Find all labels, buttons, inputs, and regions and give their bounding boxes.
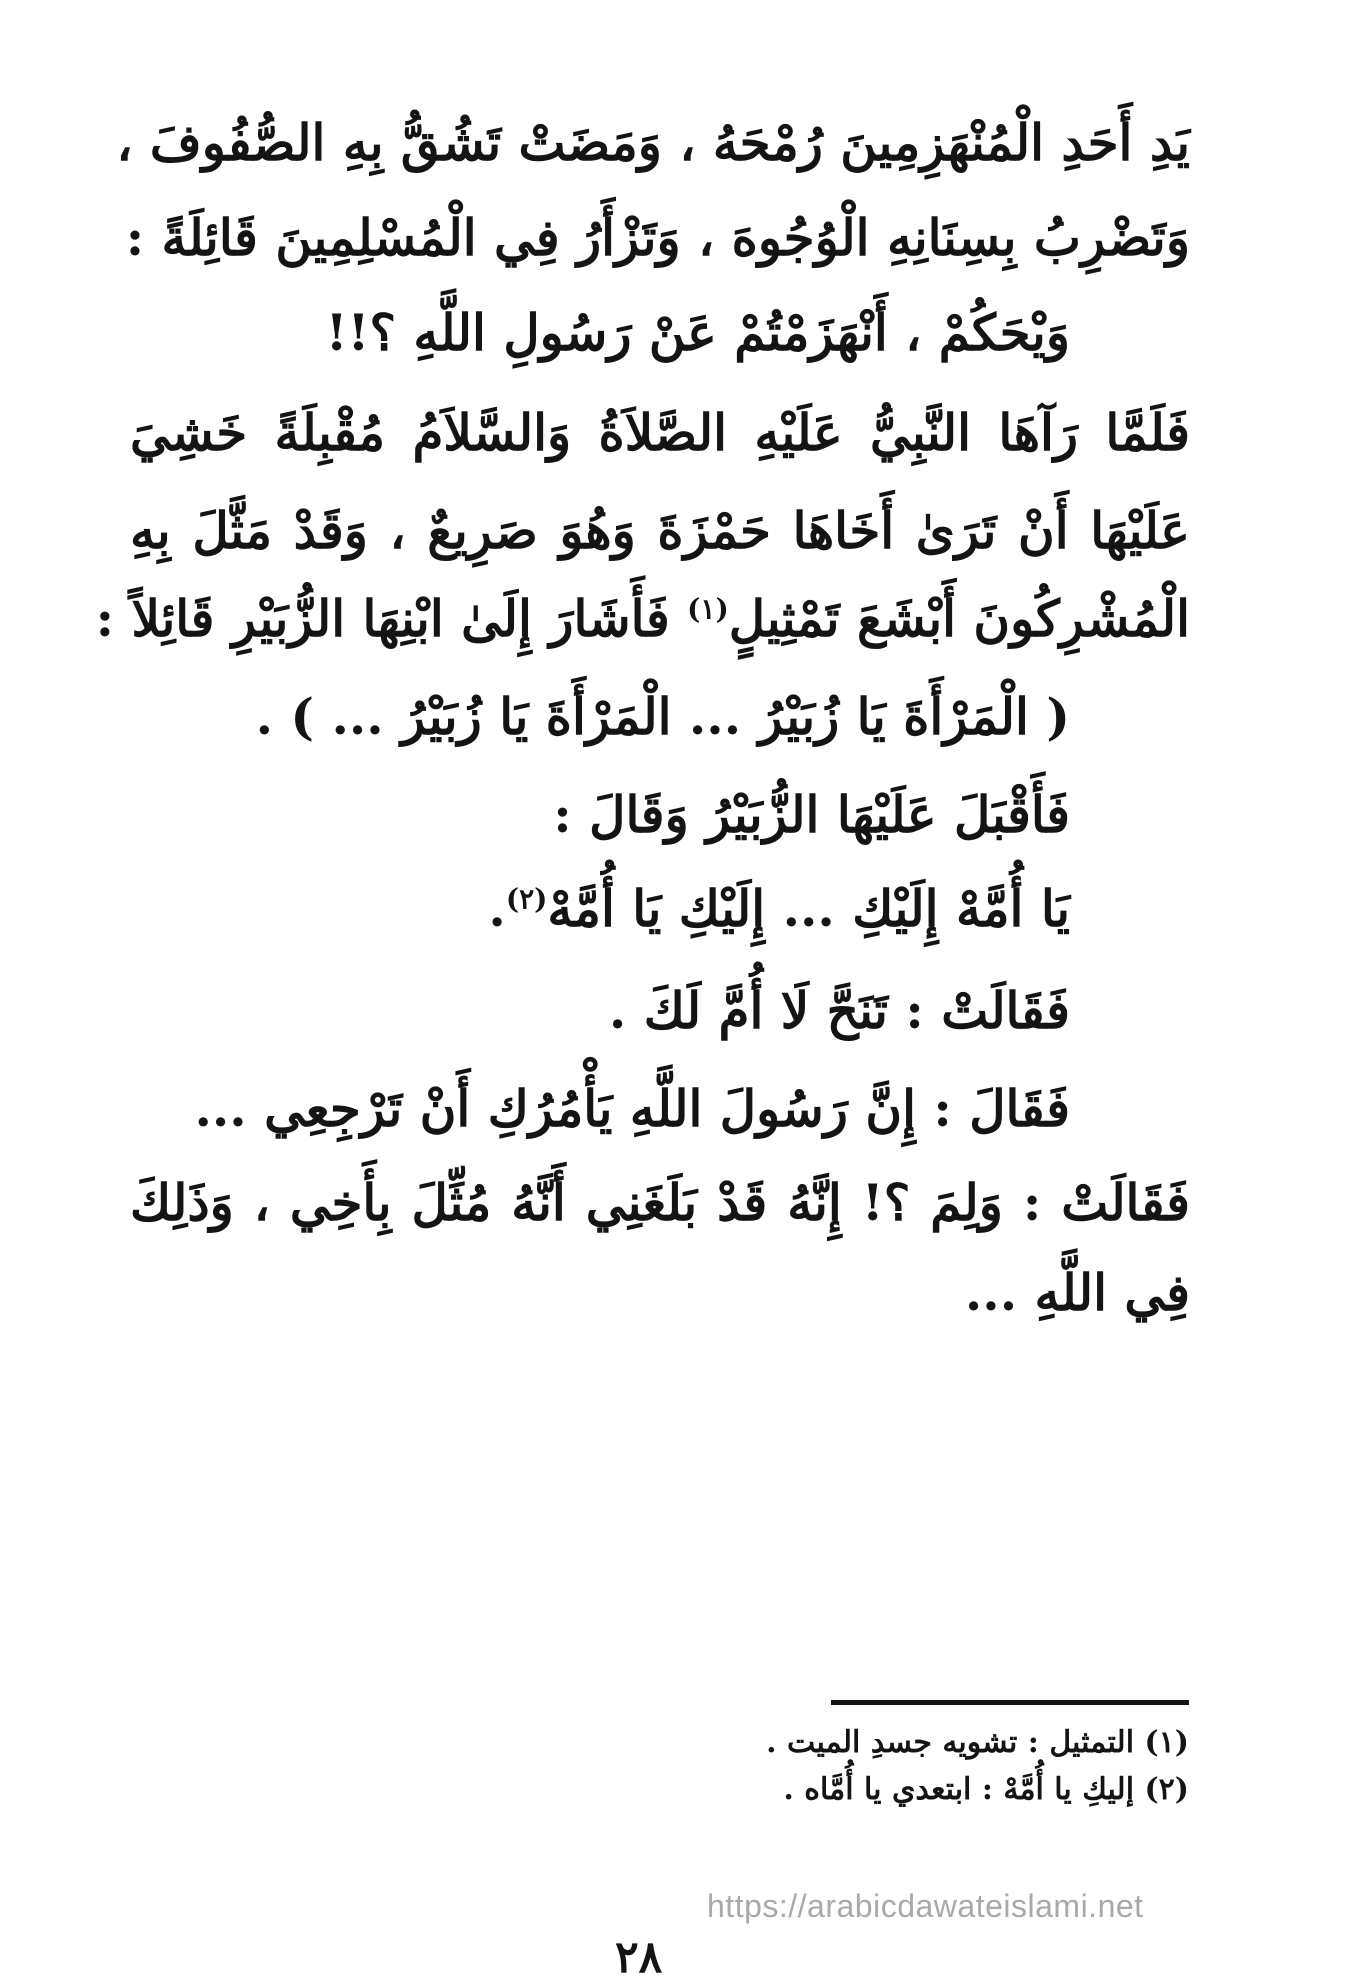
text-line: فَأَقْبَلَ عَلَيْهَا الزُّبَيْرُ وَقَالَ :: [553, 785, 1070, 844]
text-segment: الْمُشْرِكُونَ أَبْشَعَ تَمْثِيلٍ: [728, 589, 1190, 648]
text-line-with-ref: [96, 586, 1190, 651]
footnote-ref-2: (٢): [505, 882, 548, 916]
text-segment: فَأَشَارَ إِلَىٰ ابْنِهَا الزُّبَيْرِ قَائِلاً :: [95, 589, 670, 648]
footnotes: [489, 1720, 1189, 1813]
text-line: فَقَالَتْ : تَنَحَّ لَا أُمَّ لَكَ .: [608, 981, 1070, 1040]
text-line: وَيْحَكُمْ ، أَنْهَزَمْتُمْ عَنْ رَسُولِ اللَّهِ ؟!!: [325, 303, 1070, 362]
text-line: وَتَضْرِبُ بِسِنَانِهِ الْوُجُوهَ ، وَتَزْأَرُ فِي الْمُسْلِمِينَ قَائِلَةً :: [125, 208, 1190, 267]
footnote-1: (١) التمثيل : تشويه جسدِ الميت .: [766, 1725, 1189, 1760]
page-number: ٢٨: [615, 1932, 663, 1983]
text-line: فَقَالَتْ : وَلِمَ ؟! إِنَّهُ قَدْ بَلَغَنِي أَنَّهُ مُثِّلَ بِأَخِي ، وَذَلِكَ: [130, 1173, 1190, 1232]
text-line: فِي اللَّهِ ...: [964, 1263, 1190, 1322]
footnote-separator: [831, 1700, 1189, 1705]
text-segment: يَا أُمَّهْ إِلَيْكِ ... إِلَيْكِ يَا أُمَّهْ: [547, 879, 1070, 938]
text-line: فَقَالَ : إِنَّ رَسُولَ اللَّهِ يَأْمُرُكِ أَنْ تَرْجِعِي ...: [194, 1079, 1070, 1138]
text-line: ( الْمَرْأَةَ يَا زُبَيْرُ ... الْمَرْأَةَ يَا زُبَيْرُ ... ) .: [255, 687, 1070, 746]
text-line-with-ref: [488, 876, 1070, 941]
text-line: فَلَمَّا رَآهَا النَّبِيُّ عَلَيْهِ الصَّلاَةُ وَالسَّلاَمُ مُقْبِلَةً خَشِيَ: [130, 403, 1190, 462]
footnote-2: (٢) إليكِ يا أُمَّهْ : ابتعدي يا أُمَّاه .: [783, 1771, 1189, 1807]
text-line: عَلَيْهَا أَنْ تَرَىٰ أَخَاهَا حَمْزَةَ وَهُوَ صَرِيعٌ ، وَقَدْ مَثَّلَ بِهِ: [130, 501, 1190, 560]
text-line: يَدِ أَحَدِ الْمُنْهَزِمِينَ رُمْحَهُ ، وَمَضَتْ تَشُقُّ بِهِ الصُّفُوفَ ،: [116, 113, 1190, 172]
text-segment: .: [488, 879, 506, 938]
watermark-url: https://arabicdawateislami.net: [707, 1888, 1144, 1924]
footnote-ref-1: (١): [687, 592, 729, 626]
